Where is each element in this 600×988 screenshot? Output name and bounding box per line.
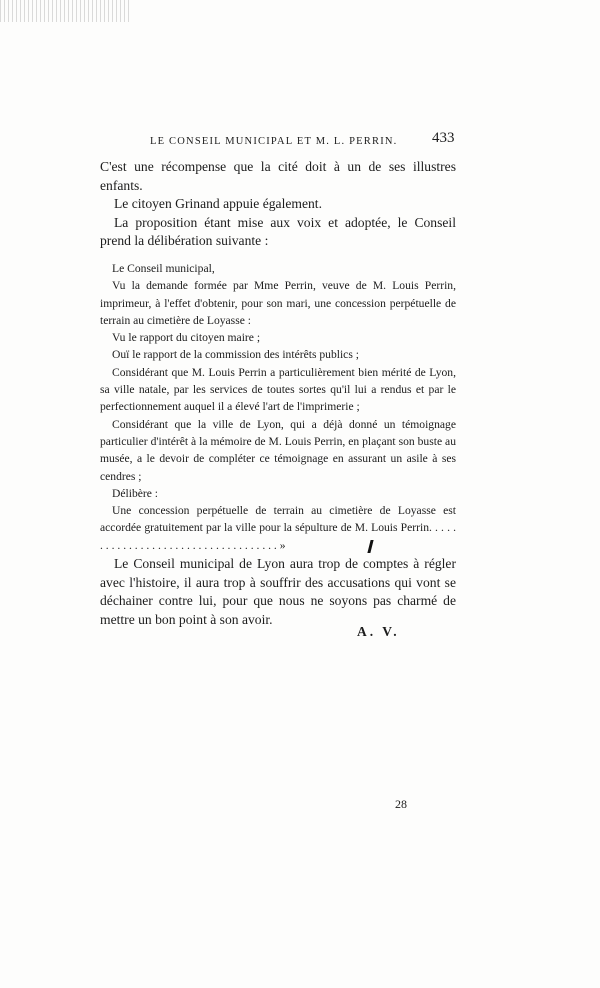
resolution-line-6: Délibère : <box>112 486 159 500</box>
signature-mark: 28 <box>395 797 407 811</box>
intro-paragraph-1: C'est une récompense que la cité doit à un de ses illustres enfants. <box>100 159 456 193</box>
page-number: 433 <box>432 130 455 146</box>
resolution-line-1: Vu la demande formée par Mme Perrin, veuve de M. Louis Perrin, imprimeur, à l'effet d'obtenir, pour son mari, une concession perpétuelle de terrain au cimetière de Loyasse : <box>100 279 456 327</box>
resolution-line-4: Considérant que M. Louis Perrin a particulièrement bien mérité de Lyon, sa ville natale, par les services de toutes sortes qu'il lui a rendus et par le perfectionnement auquel il a élevé l'art de l'imprimerie ; <box>100 365 456 414</box>
running-title: LE CONSEIL MUNICIPAL ET M. L. PERRIN. <box>150 136 398 147</box>
signature: A. V. <box>357 624 400 639</box>
resolution-opening: Le Conseil municipal, <box>112 262 215 275</box>
resolution-line-7: Une concession perpétuelle de terrain au cimetière de Loyasse est accordée gratuitement par la ville pour la sépulture de M. Louis Perrin. . . . . . . . . . . . . . . . . . . . . . . . . . . . . . . . . . . . » <box>100 504 456 552</box>
intro-block <box>100 158 456 251</box>
closing-block <box>100 555 456 629</box>
resolution-line-5: Considérant que la ville de Lyon, qui a déjà donné un témoignage particulier d'intérêt à la mémoire de M. Louis Perrin, en plaçant son buste au musée, a le devoir de compléter ce témoignage en assurant un asile à ses cendres ; <box>100 417 456 483</box>
resolution-line-3: Ouï le rapport de la commission des intérêts publics ; <box>112 348 359 362</box>
intro-paragraph-3: La proposition étant mise aux voix et adoptée, le Conseil prend la délibération suivante : <box>100 214 456 248</box>
scan-speckle <box>0 0 130 22</box>
closing-paragraph: Le Conseil municipal de Lyon aura trop de comptes à régler avec l'histoire, il aura trop à souffrir des accusations qui vont se déchainer contre lui, pour que nous ne soyons pas charmé de mettre un bon point à son avoir. <box>100 556 456 627</box>
intro-paragraph-2: Le citoyen Grinand appuie également. <box>114 196 322 211</box>
resolution-line-2: Vu le rapport du citoyen maire ; <box>112 331 261 345</box>
resolution-block <box>100 260 456 554</box>
